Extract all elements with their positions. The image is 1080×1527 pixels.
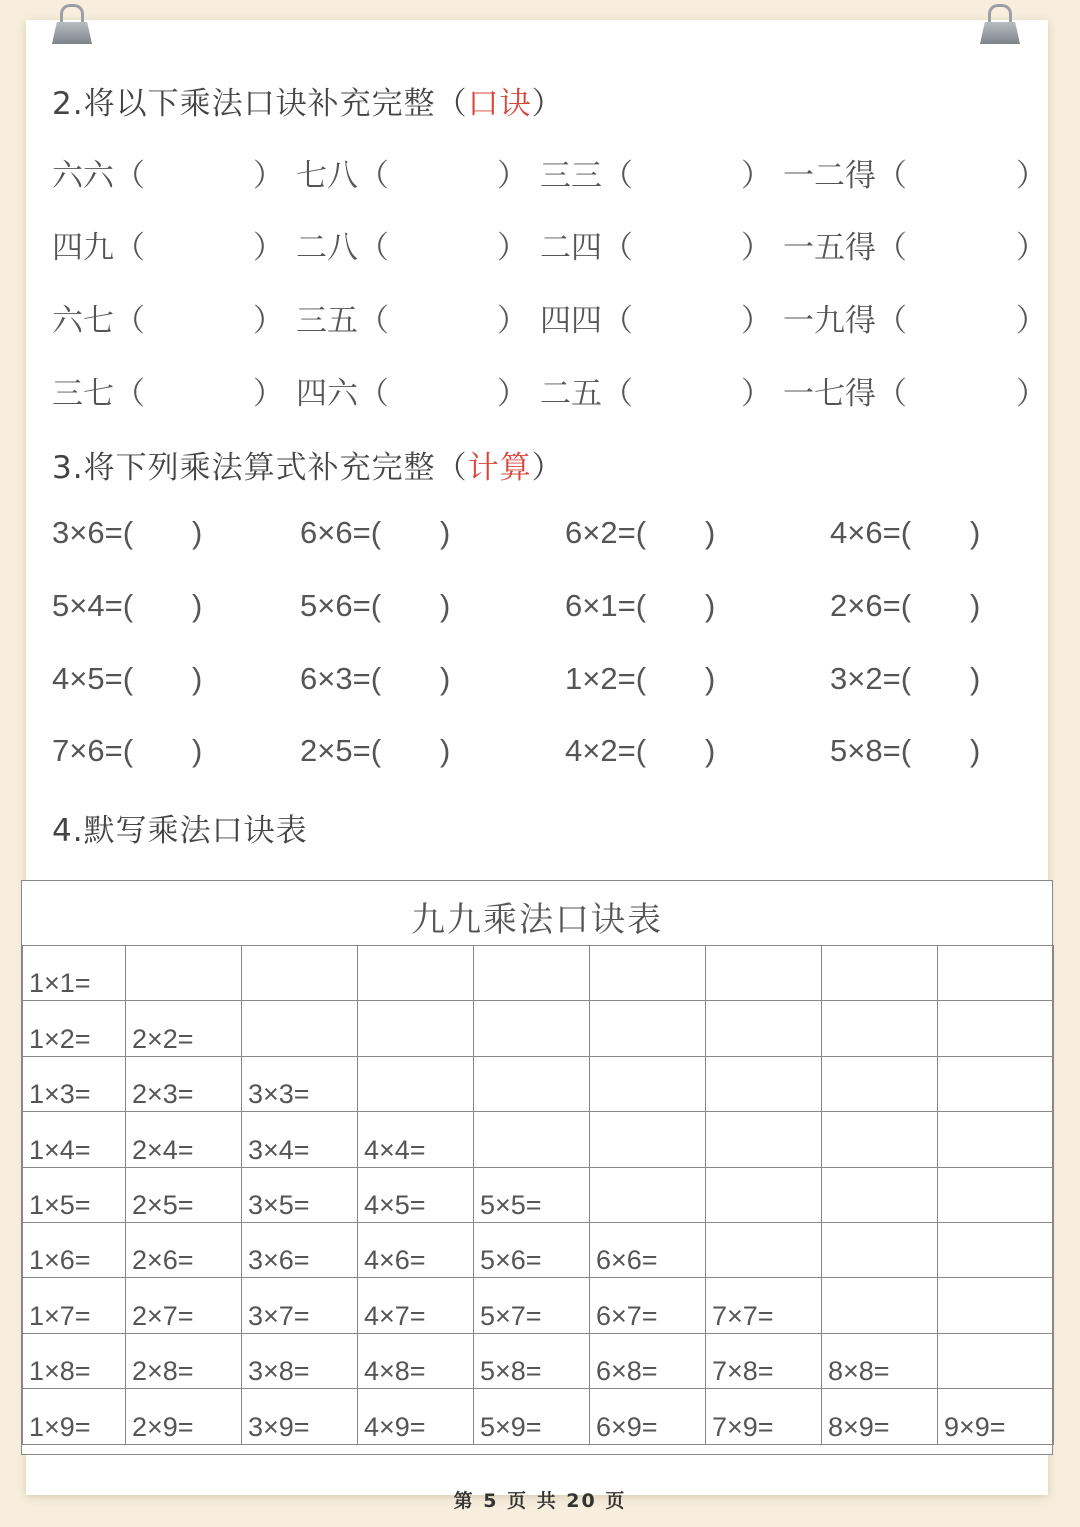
table-cell: 1×8= (23, 1333, 126, 1388)
section2-highlight: 口诀 (467, 86, 532, 122)
table-cell: 6×8= (590, 1333, 706, 1388)
table-cell (822, 1056, 938, 1111)
table-cell: 2×8= (126, 1333, 242, 1388)
table-cell: 8×9= (822, 1389, 938, 1444)
answer-blank-close: ） (253, 230, 284, 266)
table-cell (938, 1167, 1054, 1222)
calc-prompt: 6×3=( (300, 661, 382, 696)
calc-prompt: 3×2=( (830, 661, 912, 696)
rhyme-prompt: 七八（ (296, 158, 389, 194)
table-cell: 3×6= (242, 1222, 358, 1277)
answer-blank-close: ) (192, 588, 203, 623)
rhyme-prompt: 二五（ (540, 376, 633, 412)
multiplication-table (21, 880, 1053, 1455)
table-cell: 4×8= (358, 1333, 474, 1388)
rhyme-prompt: 一五得（ (783, 230, 907, 266)
rhyme-prompt: 三三（ (540, 158, 633, 194)
table-cell: 3×5= (242, 1167, 358, 1222)
table-row (23, 1333, 1054, 1388)
table-cell: 4×9= (358, 1389, 474, 1444)
table-cell (590, 1112, 706, 1167)
table-cell (590, 946, 706, 1001)
answer-blank-close: ) (705, 733, 716, 768)
calc-prompt: 7×6=( (52, 733, 134, 768)
answer-blank-close: ） (741, 158, 772, 194)
table-cell: 1×2= (23, 1001, 126, 1056)
table-cell: 5×6= (474, 1222, 590, 1277)
rhyme-prompt: 六七（ (52, 303, 145, 339)
section3-highlight: 计算 (467, 450, 532, 486)
table-cell (358, 1001, 474, 1056)
answer-blank-close: ) (705, 661, 716, 696)
answer-blank-close: ） (1016, 376, 1047, 412)
table-cell: 1×6= (23, 1222, 126, 1277)
answer-blank-close: ） (253, 158, 284, 194)
section3-title: 3.将下列乘法算式补充完整（计算） (52, 450, 564, 486)
table-cell: 2×3= (126, 1056, 242, 1111)
table-cell (822, 1167, 938, 1222)
rhyme-prompt: 一九得（ (783, 303, 907, 339)
table-title: 九九乘法口诀表 (411, 900, 663, 940)
table-cell: 4×7= (358, 1278, 474, 1333)
table-cell (706, 1056, 822, 1111)
answer-blank-close: ) (440, 733, 451, 768)
table-cell (474, 1001, 590, 1056)
answer-blank-close: ) (440, 515, 451, 550)
answer-blank-close: ） (497, 230, 528, 266)
answer-blank-close: ) (970, 515, 981, 550)
section2-title: 2.将以下乘法口诀补充完整（口诀） (52, 86, 564, 122)
table-cell: 1×9= (23, 1389, 126, 1444)
answer-blank-close: ） (497, 303, 528, 339)
answer-blank-close: ) (192, 733, 203, 768)
page-footer: 第 5 页 共 20 页 (453, 1490, 627, 1512)
answer-blank-close: ） (741, 230, 772, 266)
table-cell: 1×5= (23, 1167, 126, 1222)
calc-prompt: 3×6=( (52, 515, 134, 550)
table-cell: 7×8= (706, 1333, 822, 1388)
table-cell (474, 1056, 590, 1111)
table-row (23, 946, 1054, 1001)
table-cell: 4×6= (358, 1222, 474, 1277)
answer-blank-close: ) (192, 515, 203, 550)
table-cell: 5×7= (474, 1278, 590, 1333)
table-cell (938, 946, 1054, 1001)
answer-blank-close: ) (970, 733, 981, 768)
answer-blank-close: ） (741, 376, 772, 412)
table-cell (706, 1167, 822, 1222)
calc-prompt: 6×2=( (565, 515, 647, 550)
calc-prompt: 2×5=( (300, 733, 382, 768)
rhyme-prompt: 四九（ (52, 230, 145, 266)
table-cell: 2×5= (126, 1167, 242, 1222)
table-cell: 8×8= (822, 1333, 938, 1388)
table-cell (938, 1112, 1054, 1167)
calc-prompt: 4×6=( (830, 515, 912, 550)
table-cell (358, 1056, 474, 1111)
table-cell: 3×9= (242, 1389, 358, 1444)
answer-blank-close: ） (1016, 158, 1047, 194)
table-cell (590, 1001, 706, 1056)
table-cell: 4×5= (358, 1167, 474, 1222)
answer-blank-close: ) (970, 588, 981, 623)
answer-blank-close: ） (1016, 303, 1047, 339)
answer-blank-close: ） (253, 303, 284, 339)
table-cell: 6×6= (590, 1222, 706, 1277)
table-cell: 4×4= (358, 1112, 474, 1167)
calc-prompt: 4×5=( (52, 661, 134, 696)
calc-prompt: 5×4=( (52, 588, 134, 623)
table-cell: 6×7= (590, 1278, 706, 1333)
table-cell: 2×7= (126, 1278, 242, 1333)
table-cell (358, 946, 474, 1001)
answer-blank-close: ) (440, 661, 451, 696)
table-cell: 3×8= (242, 1333, 358, 1388)
calc-prompt: 6×6=( (300, 515, 382, 550)
rhyme-prompt: 二八（ (296, 230, 389, 266)
calc-prompt: 5×6=( (300, 588, 382, 623)
table-cell (706, 946, 822, 1001)
rhyme-prompt: 一二得（ (783, 158, 907, 194)
calc-prompt: 5×8=( (830, 733, 912, 768)
answer-blank-close: ) (192, 661, 203, 696)
table-cell: 1×7= (23, 1278, 126, 1333)
rhyme-prompt: 一七得（ (783, 376, 907, 412)
table-cell (938, 1222, 1054, 1277)
answer-blank-close: ） (253, 376, 284, 412)
table-row (23, 1056, 1054, 1111)
table-cell: 5×8= (474, 1333, 590, 1388)
answer-blank-close: ) (970, 661, 981, 696)
answer-blank-close: ） (1016, 230, 1047, 266)
binder-clip-icon (980, 4, 1020, 44)
table-cell: 7×9= (706, 1389, 822, 1444)
table-cell (822, 1112, 938, 1167)
table-cell (706, 1222, 822, 1277)
rhyme-prompt: 三七（ (52, 376, 145, 412)
table-cell (590, 1167, 706, 1222)
answer-blank-close: ） (497, 376, 528, 412)
table-cell: 2×6= (126, 1222, 242, 1277)
table-cell (938, 1333, 1054, 1388)
table-cell: 2×9= (126, 1389, 242, 1444)
table-cell: 5×9= (474, 1389, 590, 1444)
table-cell (938, 1278, 1054, 1333)
table-cell: 7×7= (706, 1278, 822, 1333)
table-cell: 2×2= (126, 1001, 242, 1056)
table-row (23, 1167, 1054, 1222)
table-cell (822, 1222, 938, 1277)
rhyme-prompt: 六六（ (52, 158, 145, 194)
table-cell: 6×9= (590, 1389, 706, 1444)
table-row (23, 1389, 1054, 1444)
table-cell (822, 1001, 938, 1056)
section4-title: 4.默写乘法口诀表 (52, 813, 308, 849)
table-cell: 2×4= (126, 1112, 242, 1167)
calc-prompt: 6×1=( (565, 588, 647, 623)
binder-clip-icon (52, 4, 92, 44)
table-cell: 1×4= (23, 1112, 126, 1167)
calc-prompt: 2×6=( (830, 588, 912, 623)
table-row (23, 1112, 1054, 1167)
table-cell: 1×1= (23, 946, 126, 1001)
rhyme-prompt: 二四（ (540, 230, 633, 266)
table-row (23, 1278, 1054, 1333)
table-cell (242, 946, 358, 1001)
table-cell: 9×9= (938, 1389, 1054, 1444)
table-row (23, 1001, 1054, 1056)
table-cell (938, 1056, 1054, 1111)
answer-blank-close: ) (705, 588, 716, 623)
table-cell: 3×3= (242, 1056, 358, 1111)
table-cell (706, 1001, 822, 1056)
table-cell: 3×4= (242, 1112, 358, 1167)
answer-blank-close: ） (497, 158, 528, 194)
table-grid (22, 945, 1054, 1445)
table-cell (706, 1112, 822, 1167)
answer-blank-close: ) (440, 588, 451, 623)
rhyme-prompt: 四六（ (296, 376, 389, 412)
table-cell: 5×5= (474, 1167, 590, 1222)
calc-prompt: 4×2=( (565, 733, 647, 768)
table-cell: 1×3= (23, 1056, 126, 1111)
rhyme-prompt: 四四（ (540, 303, 633, 339)
rhyme-prompt: 三五（ (296, 303, 389, 339)
table-row (23, 1222, 1054, 1277)
table-cell (474, 1112, 590, 1167)
table-cell (242, 1001, 358, 1056)
table-cell (126, 946, 242, 1001)
answer-blank-close: ) (705, 515, 716, 550)
table-cell (590, 1056, 706, 1111)
table-cell (822, 946, 938, 1001)
table-cell (938, 1001, 1054, 1056)
table-cell: 3×7= (242, 1278, 358, 1333)
calc-prompt: 1×2=( (565, 661, 647, 696)
answer-blank-close: ） (741, 303, 772, 339)
table-cell (822, 1278, 938, 1333)
table-cell (474, 946, 590, 1001)
